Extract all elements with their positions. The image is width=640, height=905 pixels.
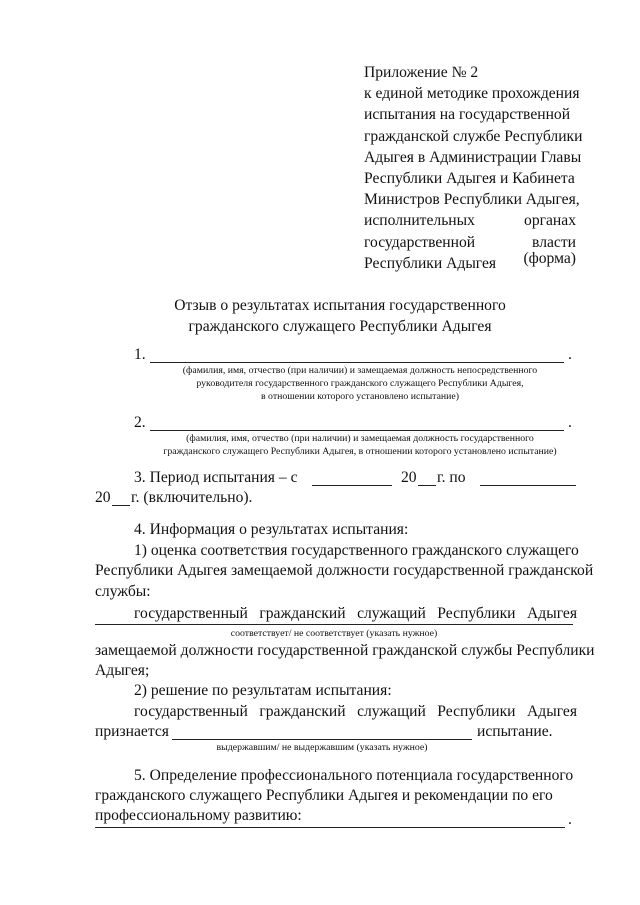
item4-word: служащий bbox=[357, 703, 426, 720]
item3-start-date-line bbox=[312, 485, 392, 486]
item2-end: . bbox=[568, 414, 572, 431]
item4-sub1-cont: замещаемой должности государственной гражданской службы Республики bbox=[95, 642, 595, 659]
item4-sub2-suffix: испытание. bbox=[477, 723, 553, 740]
appendix-line: Республики Адыгея и Кабинета bbox=[364, 169, 575, 187]
appendix-line bbox=[364, 210, 576, 231]
item2-fill-line bbox=[150, 430, 564, 431]
item4-word: Адыгея bbox=[527, 703, 577, 720]
item4-sub2-prefix: признается bbox=[95, 723, 169, 740]
doc-title-line: гражданского служащего Республики Адыгея bbox=[188, 318, 492, 335]
item3-year-suffix: г. по bbox=[437, 469, 466, 486]
appendix-word: исполнительных bbox=[364, 212, 475, 230]
item1-hint: руководителя государственного гражданского служащего Республики Адыгея, bbox=[196, 378, 524, 389]
item4-sub1-text: службы: bbox=[95, 583, 151, 600]
item5-fill-line bbox=[95, 827, 565, 828]
doc-title-line: Отзыв о результатах испытания государственного bbox=[174, 297, 506, 314]
item4-word: гражданский bbox=[259, 703, 346, 720]
appendix-line: гражданской службе Республики bbox=[364, 127, 583, 145]
item4-heading: 4. Информация о результатах испытания: bbox=[134, 521, 409, 538]
item1-hint: в отношении которого установлено испытание) bbox=[260, 391, 460, 402]
item4-sub1-text: 1) оценка соответствия государственного гражданского служащего bbox=[134, 542, 579, 559]
item4-sub2-heading: 2) решение по результатам испытания: bbox=[134, 682, 392, 699]
item2-hint: гражданского служащего Республики Адыгея, в отношении которого установлено испытание) bbox=[163, 446, 557, 457]
appendix-title: Приложение № 2 bbox=[364, 64, 479, 81]
item5-text: профессиональному развитию: bbox=[95, 807, 302, 824]
appendix-word: органах bbox=[524, 212, 576, 230]
item4-sub2-justified-line bbox=[134, 701, 577, 723]
item4-sub2-hint: выдержавшим/ не выдержавшим (указать нужное) bbox=[216, 742, 428, 753]
item3-year: 20 bbox=[401, 469, 417, 486]
item3-line2-year-line bbox=[112, 505, 130, 506]
item4-word: служащий bbox=[357, 605, 426, 622]
item3-line2-year: 20 bbox=[95, 489, 111, 506]
appendix-word: власти bbox=[532, 233, 576, 251]
appendix-line: Министров Республики Адыгея, bbox=[364, 191, 580, 209]
item4-word: государственный bbox=[134, 703, 248, 720]
item4-sub1-cont: Адыгея; bbox=[95, 662, 150, 679]
appendix-line: испытания на государственной bbox=[364, 106, 571, 124]
item4-word: гражданский bbox=[259, 605, 346, 622]
appendix-block bbox=[364, 62, 583, 274]
appendix-line: Республики Адыгея bbox=[364, 254, 497, 272]
item3-line2-suffix: г. (включительно). bbox=[131, 489, 253, 506]
appendix-line: к единой методике прохождения bbox=[364, 85, 580, 103]
item1-number: 1. bbox=[134, 346, 146, 363]
item3-year-line bbox=[418, 485, 436, 486]
item2-hint: (фамилия, имя, отчество (при наличии) и замещаемая должность государственного bbox=[186, 433, 534, 444]
item4-sub1-hint: соответствует/ не соответствует (указать нужное) bbox=[230, 628, 438, 639]
appendix-line: Адыгея в Администрации Главы bbox=[364, 148, 582, 166]
item5-text: 5. Определение профессионального потенциала государственного bbox=[134, 767, 574, 784]
item5-end: . bbox=[568, 811, 572, 828]
item4-word: государственный bbox=[134, 605, 248, 622]
item4-sub1-fill-line bbox=[95, 624, 573, 625]
item3-prefix: 3. Период испытания – с bbox=[134, 469, 298, 486]
item4-sub2-fill-line bbox=[172, 739, 472, 740]
item4-word: Республики bbox=[437, 703, 516, 720]
item2-number: 2. bbox=[134, 414, 146, 431]
appendix-word: государственной bbox=[364, 233, 476, 251]
item1-hint: (фамилия, имя, отчество (при наличии) и замещаемая должность непосредственного bbox=[182, 365, 538, 376]
item4-word: Республики bbox=[437, 605, 516, 622]
item4-word: Адыгея bbox=[527, 605, 577, 622]
form-label: (форма) bbox=[523, 250, 576, 267]
item1-fill-line bbox=[150, 362, 564, 363]
item5-text: гражданского служащего Республики Адыгея и рекомендации по его bbox=[95, 787, 553, 804]
item3-end-date-line bbox=[480, 485, 576, 486]
item1-end: . bbox=[568, 346, 572, 363]
item4-sub1-text: Республики Адыгея замещаемой должности государственной гражданской bbox=[95, 562, 594, 579]
item4-sub1-justified-line bbox=[134, 603, 577, 625]
